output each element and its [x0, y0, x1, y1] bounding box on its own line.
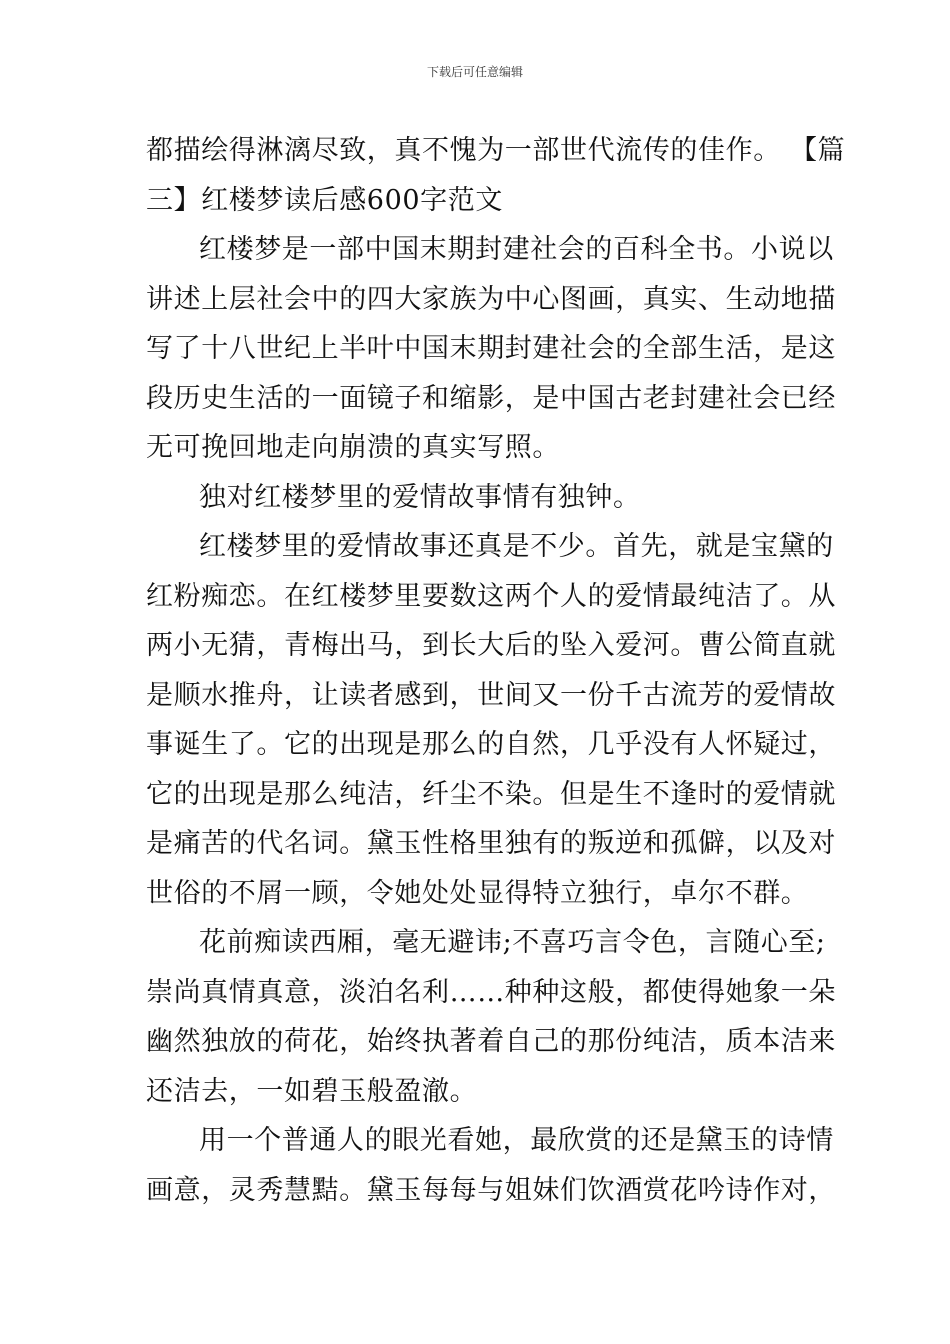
- text-line: 讲述上层社会中的四大家族为中心图画，真实、生动地描: [146, 283, 836, 315]
- text-line: 是痛苦的代名词。黛玉性格里独有的叛逆和孤僻，以及对: [146, 828, 836, 859]
- text-line: 是顺水推舟，让读者感到，世间又一份千古流芳的爱情故: [146, 679, 836, 711]
- paragraph-first-line: 红楼梦是一部中国末期封建社会的百科全书。小说以: [199, 234, 834, 265]
- text-line: 写了十八世纪上半叶中国末期封建社会的全部生活，是这: [146, 333, 836, 364]
- text-line: 事诞生了。它的出现是那么的自然，几乎没有人怀疑过，: [146, 729, 836, 760]
- text-line: 两小无猜，青梅出马，到长大后的坠入爱河。曹公简直就: [146, 630, 836, 661]
- text-line: 无可挽回地走向崩溃的真实写照。: [146, 432, 560, 463]
- document-body: [146, 126, 846, 1215]
- text-line: 世俗的不屑一顾，令她处处显得特立独行，卓尔不群。: [146, 877, 809, 909]
- text-line: 三】红楼梦读后感600字范文: [146, 184, 503, 216]
- text-line: 幽然独放的荷花，始终执著着自己的那份纯洁，质本洁来: [146, 1026, 836, 1057]
- paragraph-first-line: 花前痴读西厢，毫无避讳;不喜巧言令色，言随心至;: [199, 927, 826, 958]
- text-line: 还洁去，一如碧玉般盈澈。: [146, 1075, 478, 1107]
- paragraph-first-line: 红楼梦里的爱情故事还真是不少。首先，就是宝黛的: [199, 531, 834, 562]
- paragraph-first-line: 用一个普通人的眼光看她，最欣赏的还是黛玉的诗情: [199, 1125, 834, 1156]
- text-line: 它的出现是那么纯洁，纤尘不染。但是生不逢时的爱情就: [146, 778, 836, 810]
- text-line: 崇尚真情真意，淡泊名利……种种这般，都使得她象一朵: [146, 976, 836, 1008]
- text-line: 画意，灵秀慧黠。黛玉每每与姐妹们饮酒赏花吟诗作对，: [146, 1174, 836, 1206]
- text-line: 段历史生活的一面镜子和缩影，是中国古老封建社会已经: [146, 382, 836, 414]
- page-header-note: 下载后可任意编辑: [426, 65, 523, 79]
- paragraph-first-line: 独对红楼梦里的爱情故事情有独钟。: [199, 481, 641, 513]
- text-line: 都描绘得淋漓尽致，真不愧为一部世代流传的佳作。 【篇: [146, 135, 846, 166]
- text-line: 红粉痴恋。在红楼梦里要数这两个人的爱情最纯洁了。从: [146, 580, 836, 612]
